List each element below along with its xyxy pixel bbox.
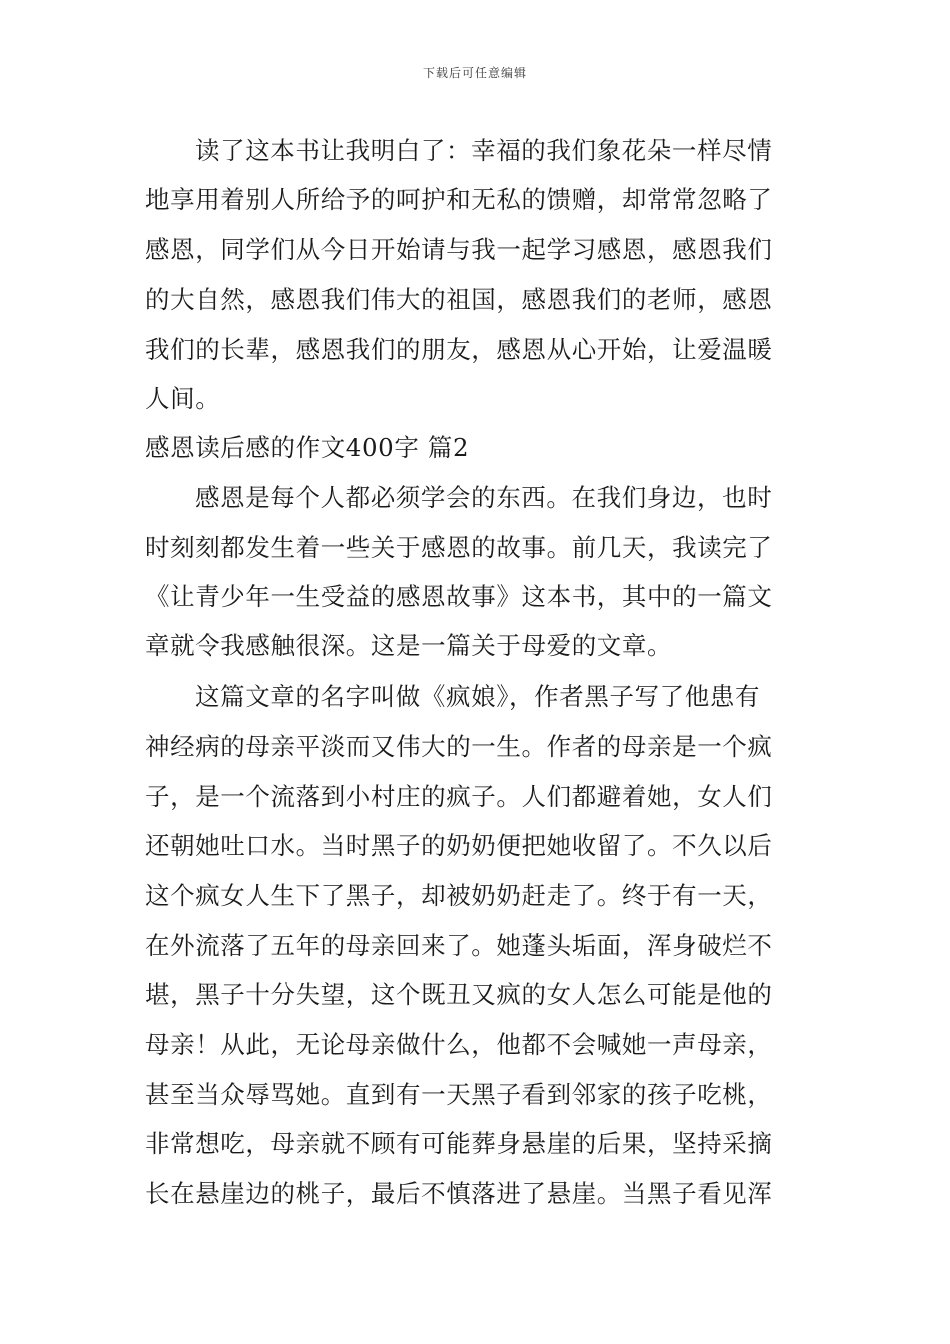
paragraph-line: 时刻刻都发生着一些关于感恩的故事。前几天，我读完了 <box>145 533 773 562</box>
paragraph-line: 地享用着别人所给予的呵护和无私的馈赠，却常常忽略了 <box>145 185 773 214</box>
paragraph-line: 读了这本书让我明白了：幸福的我们象花朵一样尽情 <box>195 136 773 165</box>
paragraph-line: 子，是一个流落到小村庄的疯子。人们都避着她，女人们 <box>145 782 773 811</box>
paragraph-line: 感恩，同学们从今日开始请与我一起学习感恩，感恩我们 <box>145 235 773 264</box>
section-heading: 感恩读后感的作文400字 篇2 <box>145 433 470 462</box>
paragraph-line: 《让青少年一生受益的感恩故事》这本书，其中的一篇文 <box>145 582 773 611</box>
paragraph-line: 堪，黑子十分失望，这个既丑又疯的女人怎么可能是他的 <box>145 980 773 1009</box>
paragraph-line: 在外流落了五年的母亲回来了。她蓬头垢面，浑身破烂不 <box>145 931 773 960</box>
paragraph-line: 这篇文章的名字叫做《疯娘》，作者黑子写了他患有 <box>195 682 761 711</box>
paragraph-line: 感恩是每个人都必须学会的东西。在我们身边，也时 <box>195 483 773 512</box>
page-header: 下载后可任意编辑 <box>422 66 527 80</box>
paragraph-line: 我们的长辈，感恩我们的朋友，感恩从心开始，让爱温暖 <box>145 335 773 364</box>
paragraph-line: 的大自然，感恩我们伟大的祖国，感恩我们的老师，感恩 <box>145 285 773 314</box>
paragraph-line: 这个疯女人生下了黑子，却被奶奶赶走了。终于有一天， <box>145 881 773 910</box>
paragraph-line: 章就令我感触很深。这是一篇关于母爱的文章。 <box>145 631 673 660</box>
paragraph-line: 还朝她吐口水。当时黑子的奶奶便把她收留了。不久以后 <box>145 831 773 860</box>
paragraph-line: 非常想吃，母亲就不顾有可能葬身悬崖的后果，坚持采摘 <box>145 1129 773 1158</box>
paragraph-line: 人间。 <box>145 384 221 413</box>
paragraph-line: 神经病的母亲平淡而又伟大的一生。作者的母亲是一个疯 <box>145 732 773 761</box>
paragraph-line: 甚至当众辱骂她。直到有一天黑子看到邻家的孩子吃桃， <box>145 1080 773 1109</box>
paragraph-line: 长在悬崖边的桃子，最后不慎落进了悬崖。当黑子看见浑 <box>145 1179 773 1208</box>
paragraph-line: 母亲！从此，无论母亲做什么，他都不会喊她一声母亲， <box>145 1030 773 1059</box>
